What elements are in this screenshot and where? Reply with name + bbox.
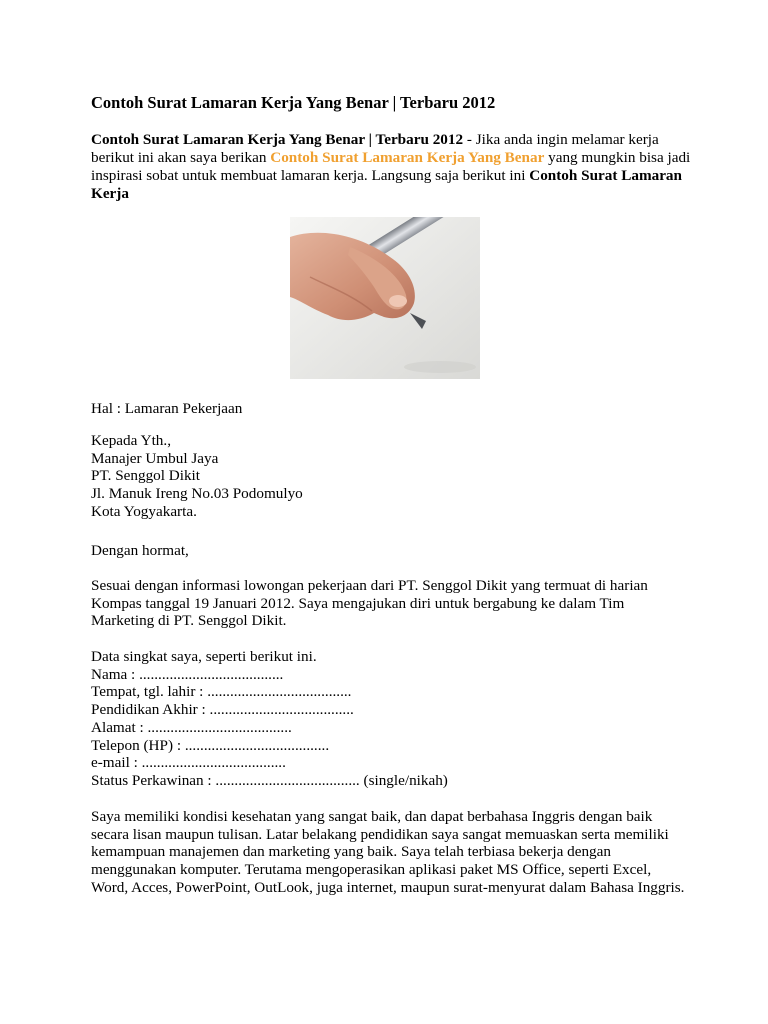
data-line: Alamat : ......................................	[91, 718, 292, 736]
greeting: Dengan hormat,	[91, 542, 189, 559]
data-line: Tempat, tgl. lahir : ......................................	[91, 683, 352, 701]
recipient-line: PT. Senggol Dikit	[91, 467, 200, 485]
paragraph-application: Sesuai dengan informasi lowongan pekerjaan dari PT. Senggol Dikit yang termuat di harian Kompas tanggal 19 Januari 2012. Saya mengajukan diri untuk bergabung ke dalam Tim Marketing di PT. Senggol Dikit.	[91, 577, 648, 630]
data-line: e-mail : ......................................	[91, 754, 286, 772]
page-title: Contoh Surat Lamaran Kerja Yang Benar | Terbaru 2012	[91, 93, 496, 112]
intro-bold-lead: Contoh Surat Lamaran Kerja Yang Benar | Terbaru 2012	[91, 131, 464, 148]
data-line: Data singkat saya, seperti berikut ini.	[91, 648, 317, 665]
intro-paragraph	[91, 131, 691, 203]
intro-text-2: yang mungkin bisa jadi inspirasi sobat untuk membuat lamaran kerja. Langsung saja berikut ini	[91, 149, 691, 184]
intro-link[interactable]: Contoh Surat Lamaran Kerja Yang Benar	[270, 149, 545, 166]
recipient-line: Jl. Manuk Ireng No.03 Podomulyo	[91, 485, 303, 503]
recipient-line: Kota Yogyakarta.	[91, 502, 197, 520]
data-line: Nama : ......................................	[91, 665, 284, 683]
hand-writing-pen-photo-icon	[290, 217, 480, 379]
intro-bold-tail: Contoh Surat Lamaran Kerja	[91, 167, 682, 202]
paragraph-qualifications: Saya memiliki kondisi kesehatan yang sangat baik, dan dapat berbahasa Inggris dengan baik secara lisan maupun tulisan. Latar belakang pendidikan saya sangat memuaskan serta memiliki kemampuan manajemen dan marketing yang baik. Saya telah terbiasa bekerja dengan menggunakan komputer. Terutama mengoperasikan aplikasi paket MS Office, seperti Excel, Word, Acces, PowerPoint, OutLook, juga internet, maupun surat-menyurat dalam Bahasa Inggris.	[91, 808, 685, 896]
personal-data-block	[91, 648, 448, 790]
subject-line: Hal : Lamaran Pekerjaan	[91, 400, 243, 417]
recipient-line: Kepada Yth.,	[91, 432, 171, 449]
data-line: Status Perkawinan : ...................................... (single/nikah)	[91, 771, 448, 789]
data-line: Telepon (HP) : ......................................	[91, 736, 330, 754]
data-line: Pendidikan Akhir : ......................................	[91, 701, 354, 719]
recipient-block	[91, 432, 303, 521]
recipient-line: Manajer Umbul Jaya	[91, 449, 219, 467]
intro-text-1: - Jika anda ingin melamar kerja berikut ini akan saya berikan	[91, 131, 659, 166]
